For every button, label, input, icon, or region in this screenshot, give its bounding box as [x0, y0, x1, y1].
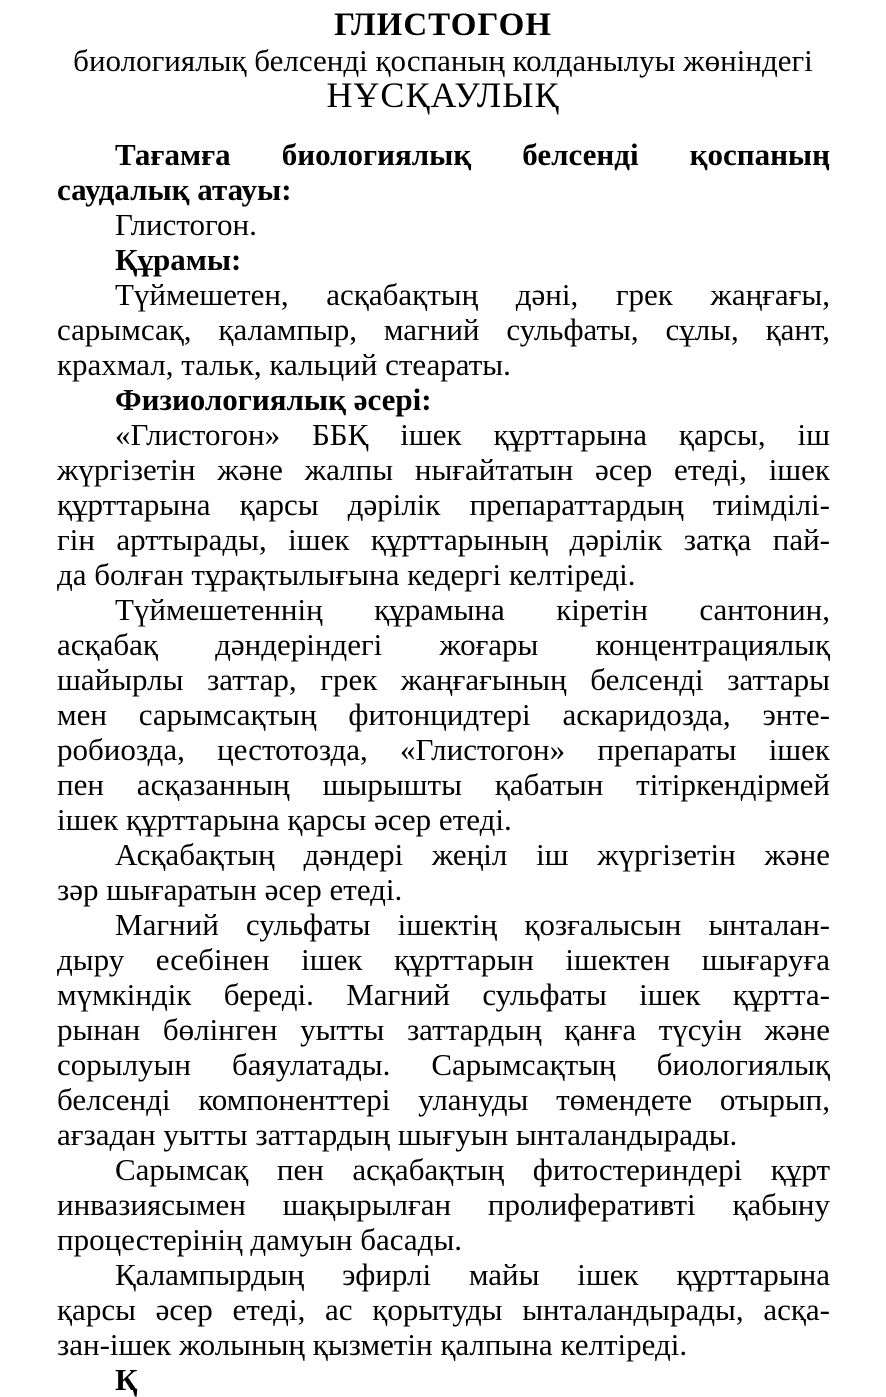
document-type-label: НҰСҚАУЛЫҚ — [326, 75, 560, 115]
document-header — [0, 8, 886, 113]
text-line: ағзадан уытты заттардың шығуын ынталандырады. — [57, 1117, 738, 1152]
text-line: сорылуын баяулатады. Сарымсақтың биологиялық — [57, 1047, 830, 1082]
text-line: Құрамы: — [115, 242, 242, 277]
text-line: Глистогон. — [115, 207, 257, 242]
text-line: белсенді компоненттері улануды төмендете отырып, — [57, 1082, 830, 1117]
text-line: шайырлы заттар, грек жаңғағының белсенді заттары — [57, 662, 830, 697]
text-line: Түймешетеннің құрамына кіретін сантонин, — [115, 592, 830, 627]
text-line: рынан бөлінген уытты заттардың қанға түсуін және — [57, 1012, 830, 1047]
document-title: ГЛИСТОГОН — [334, 7, 552, 43]
text-line: Тағамға биологиялық белсенді қоспаның — [115, 137, 830, 172]
text-line: Сарымсақ пен асқабақтың фитостериндері құрт — [115, 1152, 830, 1187]
text-line: ішек құрттарына қарсы әсер етеді. — [57, 802, 512, 837]
text-line: робиозда, цестотозда, «Глистогон» препараты ішек — [57, 732, 830, 767]
text-line: қарсы әсер етеді, ас қорытуды ынталандырады, асқа- — [57, 1292, 830, 1327]
text-line: процестерінің дамуын басады. — [57, 1222, 463, 1257]
text-line: инвазиясымен шақырылған пролиферативті қабыну — [57, 1187, 830, 1222]
text-line: Қалампырдың эфирлі майы ішек құрттарына — [115, 1257, 830, 1292]
text-line: «Глистогон» ББҚ ішек құрттарына қарсы, іш — [115, 417, 830, 452]
body-text — [0, 137, 886, 1397]
text-line: құрттарына қарсы дәрілік препараттардың тиімділі- — [57, 487, 830, 522]
text-line: сарымсақ, қалампыр, магний сульфаты, сұлы, қант, — [57, 312, 830, 347]
text-line: мүмкіндік береді. Магний сульфаты ішек құртта- — [57, 977, 830, 1012]
text-line: пен асқазанның шырышты қабатын тітіркендірмей — [57, 767, 830, 802]
text-line: Асқабақтың дәндері жеңіл іш жүргізетін және — [115, 837, 830, 872]
text-line: Түймешетен, асқабақтың дәні, грек жаңғағы, — [115, 277, 830, 312]
text-line: саудалық атауы: — [57, 172, 292, 207]
text-line: жүргізетін және жалпы нығайтатын әсер етеді, ішек — [57, 452, 830, 487]
document-subtitle: биологиялық белсенді қоспаның колданылуы жөніндегі — [73, 43, 813, 78]
text-line: да болған тұрақтылығына кедергі келтіреді. — [57, 557, 636, 592]
text-line: Қ — [115, 1362, 138, 1397]
text-line: Физиологиялық әсері: — [115, 382, 432, 417]
text-line: мен сарымсақтың фитонцидтері аскаридозда, энте- — [57, 697, 830, 732]
text-line: Магний сульфаты ішектің қозғалысын ынталан- — [115, 907, 830, 942]
text-line: зәр шығаратын әсер етеді. — [57, 872, 403, 907]
text-line: асқабақ дәндеріндегі жоғары концентрациялық — [57, 627, 830, 662]
text-line: дыру есебінен ішек құрттарын ішектен шығаруға — [57, 942, 830, 977]
text-line: зан-ішек жолының қызметін қалпына келтіреді. — [57, 1327, 688, 1362]
document-page — [0, 7, 886, 1397]
text-line: крахмал, тальк, кальций стеараты. — [57, 347, 511, 382]
text-line: гін арттырады, ішек құрттарының дәрілік затқа пай- — [57, 522, 830, 557]
